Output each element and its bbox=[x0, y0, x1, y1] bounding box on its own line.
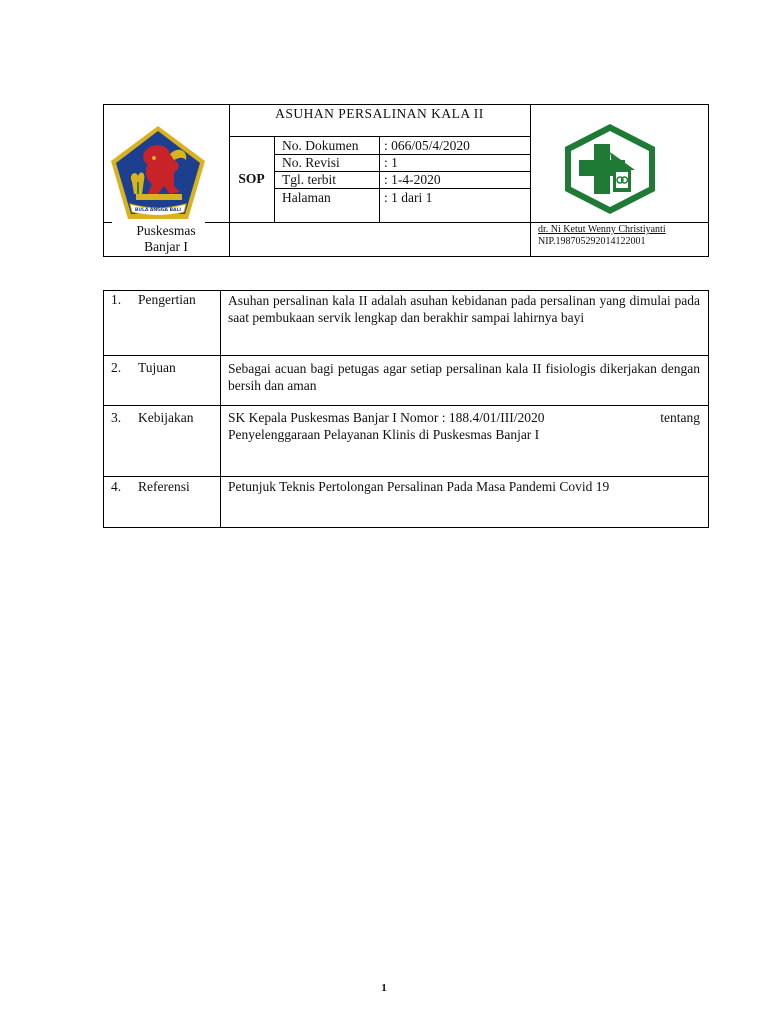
puskesmas-logo-icon bbox=[561, 122, 659, 216]
row-number: 1. bbox=[111, 292, 122, 307]
meta-value-halaman: : 1 dari 1 bbox=[384, 190, 433, 205]
row-text-line2: Penyelenggaraan Pelayanan Klinis di Puskesmas Banjar I bbox=[228, 427, 540, 442]
meta-value-no-dokumen: : 066/05/4/2020 bbox=[384, 138, 470, 153]
meta-value-tgl-terbit: : 1-4-2020 bbox=[384, 172, 441, 187]
row-number: 2. bbox=[111, 360, 122, 375]
row-number: 4. bbox=[111, 479, 122, 494]
signer-name: dr. Ni Ketut Wenny Christiyanti bbox=[538, 224, 666, 235]
meta-label-no-revisi: No. Revisi bbox=[282, 155, 340, 170]
meta-label-halaman: Halaman bbox=[282, 190, 331, 205]
row-label: Pengertian bbox=[138, 292, 196, 307]
org-name-line2: Banjar I bbox=[144, 239, 188, 254]
row-text-line1-left: SK Kepala Puskesmas Banjar I Nomor : 188.4/01/III/2020 bbox=[228, 410, 545, 425]
row-number: 3. bbox=[111, 410, 122, 425]
page-number: 1 bbox=[381, 982, 387, 994]
bali-province-emblem-icon bbox=[108, 124, 208, 222]
row-text: Sebagai acuan bagi petugas agar setiap persalinan kala II fisiologis dikerjakan dengan bersih dan aman bbox=[228, 361, 700, 393]
row-text-line1-right: tentang bbox=[660, 410, 700, 425]
row-text: Petunjuk Teknis Pertolongan Persalinan Pada Masa Pandemi Covid 19 bbox=[228, 479, 610, 494]
row-label: Tujuan bbox=[138, 360, 176, 375]
meta-label-tgl-terbit: Tgl. terbit bbox=[282, 172, 336, 187]
row-text: Asuhan persalinan kala II adalah asuhan kebidanan pada persalinan yang dimulai pada saat pembukaan servik lengkap dan berakhir sampai lahirnya bayi bbox=[228, 293, 700, 325]
org-name-line1: Puskesmas bbox=[136, 223, 196, 238]
signer-nip: NIP.198705292014122001 bbox=[538, 236, 646, 247]
svg-text:BULA ANGGA BALI: BULA ANGGA BALI bbox=[134, 208, 182, 213]
row-label: Kebijakan bbox=[138, 410, 194, 425]
document-title: ASUHAN PERSALINAN KALA II bbox=[275, 106, 484, 121]
meta-label-no-dokumen: No. Dokumen bbox=[282, 138, 359, 153]
meta-value-no-revisi: : 1 bbox=[384, 155, 398, 170]
sop-label: SOP bbox=[238, 171, 265, 186]
row-label: Referensi bbox=[138, 479, 190, 494]
